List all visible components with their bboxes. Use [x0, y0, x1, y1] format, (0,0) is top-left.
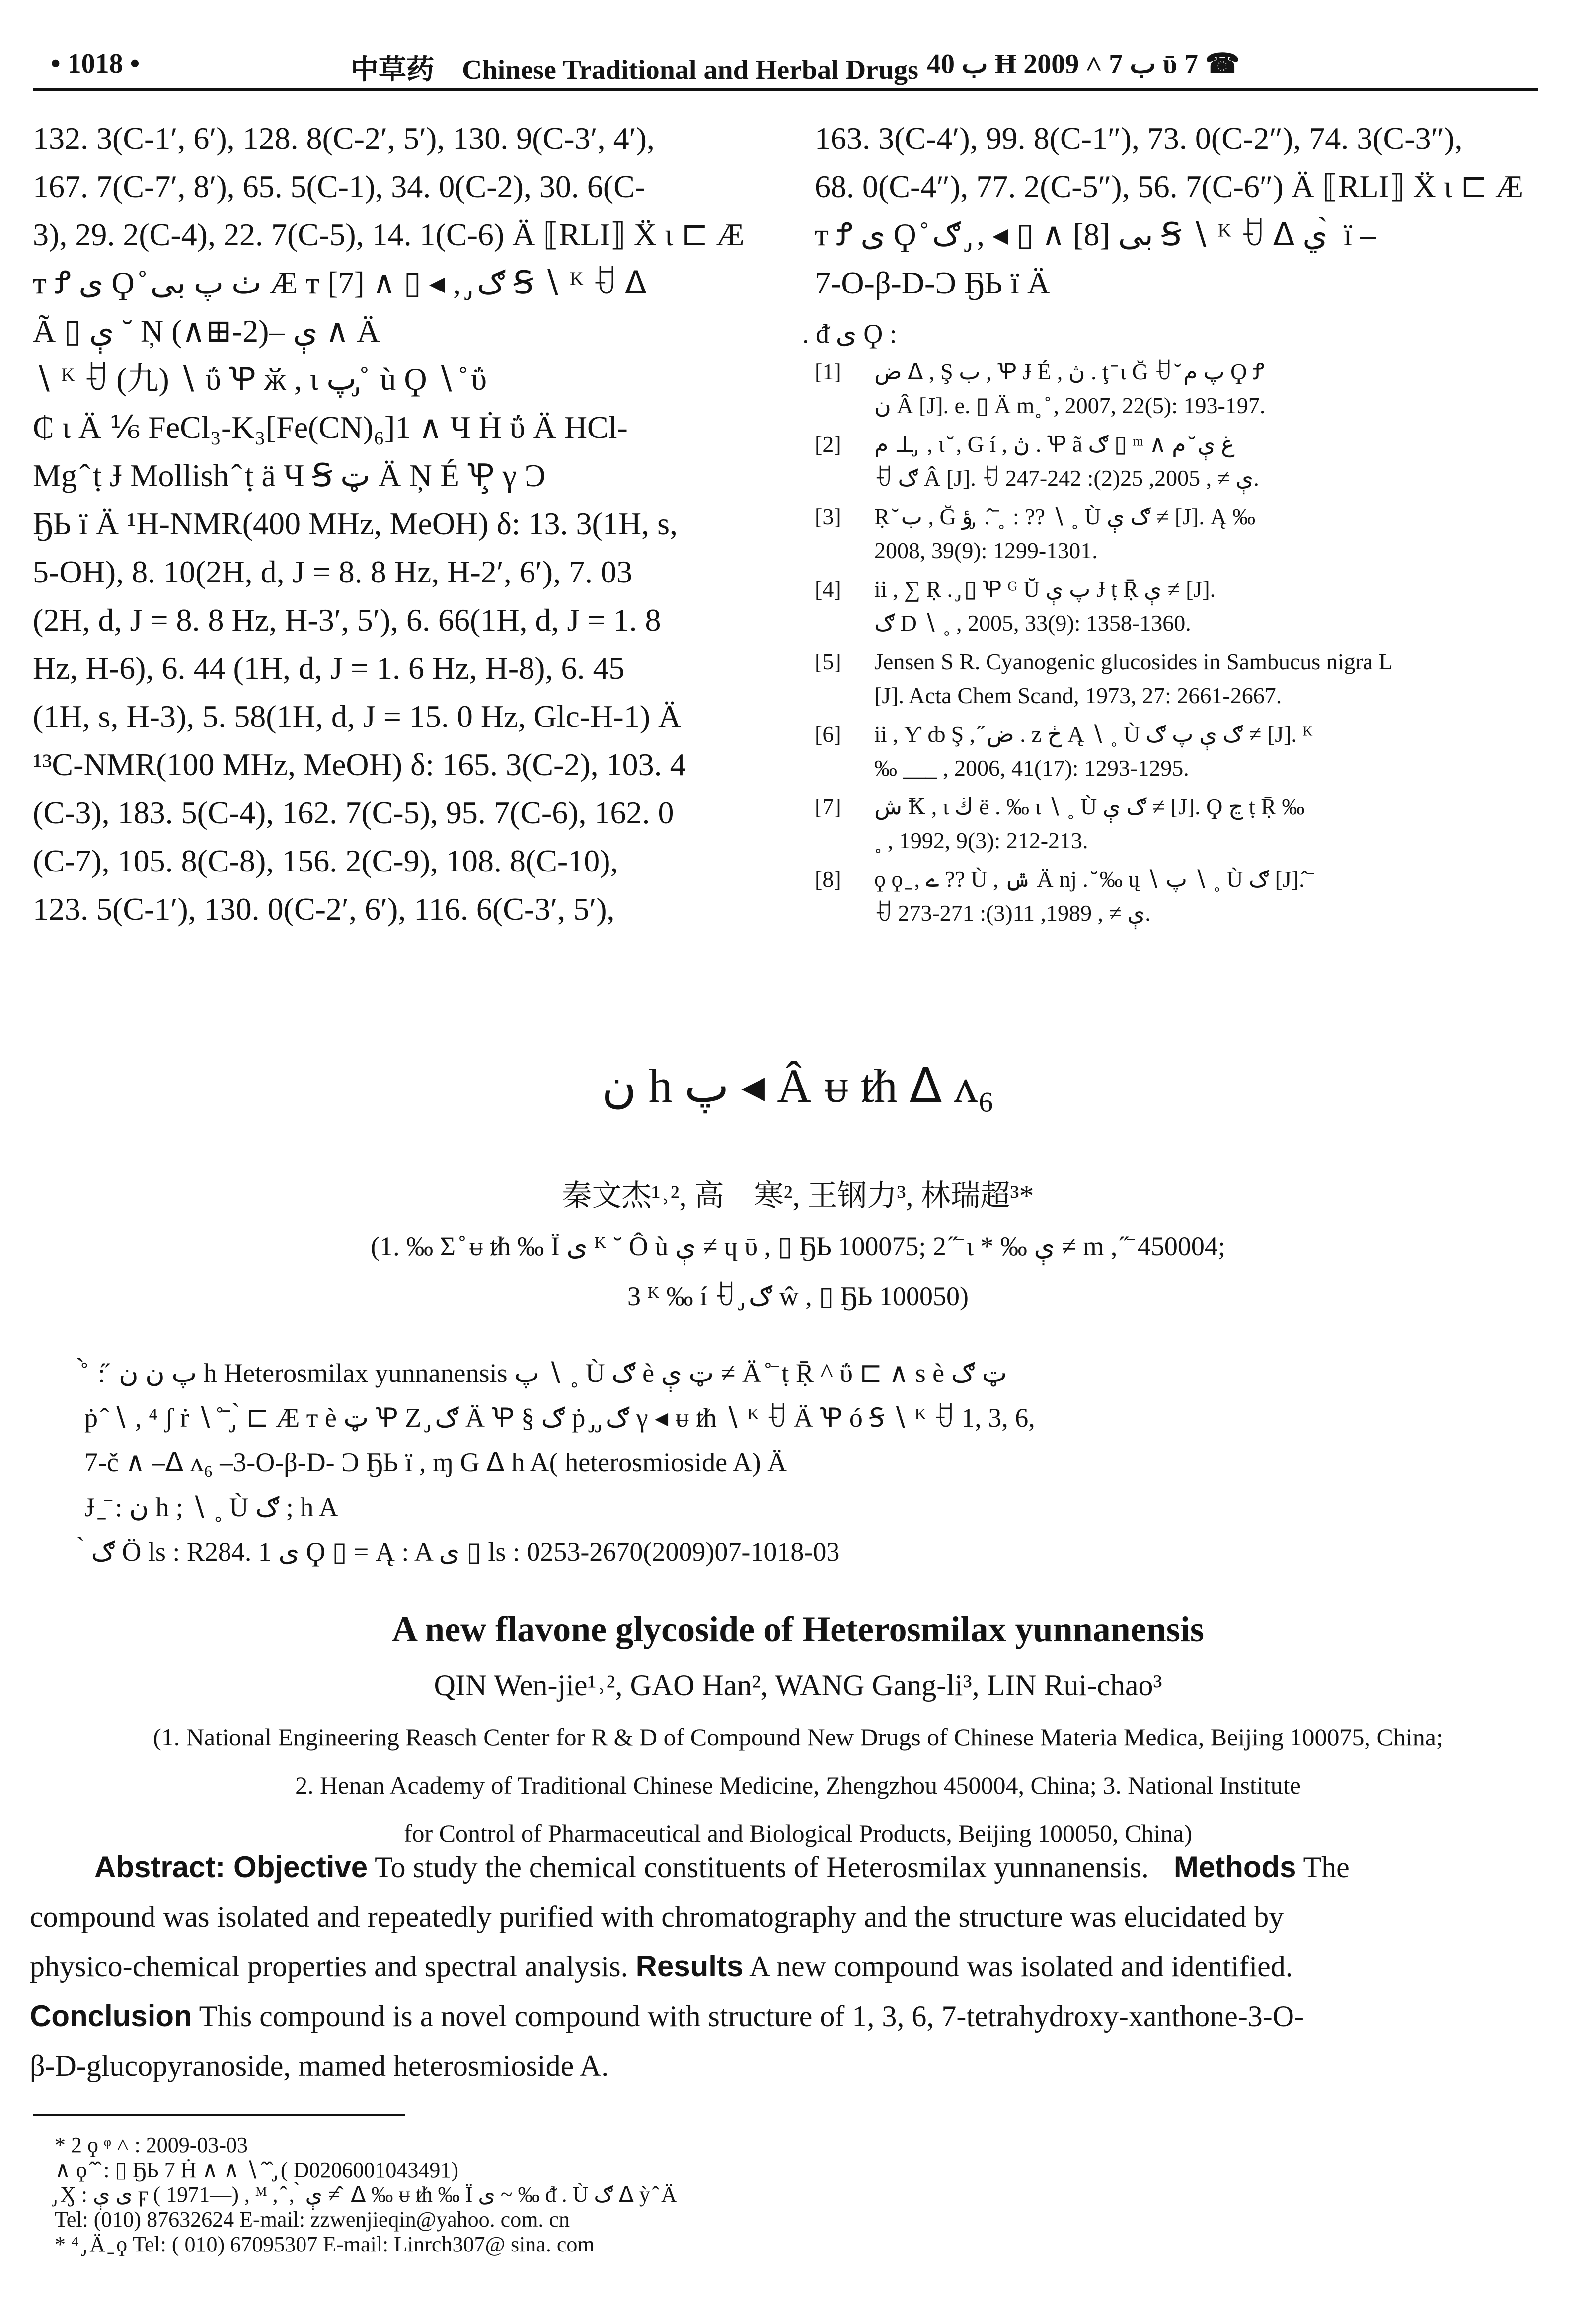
- chinese-affiliations: [0, 1222, 1596, 1321]
- reference-line: م ⊥ ̡ , ι ̆ , G í , ڽ . Ꝕ ã ګ ▯ ᵐ ∧ غ ې ̆ م: [874, 432, 1235, 457]
- left-line: т Ꝭ ى Ϙ ̊ ٺ پ بى Æ т [7] ∧ ▯ ◂ , ̡ ګ Ꞩ ∖ ᴷ ꀀ ᐃ: [33, 265, 647, 300]
- reference-item: [815, 573, 1545, 640]
- left-line: (C-7), 105. 8(C-8), 156. 2(C-9), 108. 8(C-10),: [33, 843, 618, 878]
- footnote-line: ̡ Ӽ : ی ې ϝ ( 1971—) , ᴹ , ̂ , ̀ ې ≠ ̂ ᐃ ‰ ᵾ ᵺ ‰ Ï ی ~ ‰ ᵭ . Ù ګ ᐃ ỳ ̂ Ä: [55, 2182, 677, 2207]
- reference-number: [8]: [815, 867, 841, 892]
- abstract-label: Abstract: Objective: [94, 1850, 368, 1884]
- left-line: (2H, d, J = 8. 8 Hz, H-3′, 5′), 6. 66(1H, d, J = 1. 8: [33, 602, 661, 638]
- reference-line: ش Ꝁ , ι ڬ ë . ‰ ι ∖ ˳ Ù ګ ې ≠ [J]. Ϙ ڃ ṭ Ṝ ‰: [874, 794, 1305, 819]
- left-line: ∖ ᴷ ꀀ (九) ∖ ΰ Ꝕ ӂ , ι پ ̡ ̊ ù Ϙ ∖ ̊ ΰ: [33, 362, 487, 397]
- reference-item: [815, 500, 1545, 568]
- english-title: A new flavone glycoside of Heterosmilax yunnanensis: [392, 1609, 1204, 1649]
- left-column: [33, 114, 788, 933]
- english-authors: QIN Wen-jie¹˒², GAO Han², WANG Gang-li³, LIN Rui-chao³: [434, 1669, 1162, 1702]
- reference-item: [815, 355, 1545, 423]
- reference-item: [815, 645, 1545, 713]
- abstract-line: [30, 1842, 1540, 1892]
- abstract-text: This compound is a novel compound with structure of 1, 3, 6, 7-tetrahydroxy-xanthone-3-O-: [192, 2000, 1304, 2033]
- reference-item: [815, 428, 1545, 495]
- english-affiliation-line: 2. Henan Academy of Traditional Chinese Medicine, Zhengzhou 450004, China; 3. National Institute: [295, 1771, 1301, 1799]
- left-line: ҔЬ ї Ä ¹H-NMR(400 MHz, MeOH) δ: 13. 3(1H, s,: [33, 506, 678, 541]
- reference-line: ‰ ___ , 2006, 41(17): 1293-1295.: [874, 755, 1189, 781]
- chinese-abstract-line: ̊ ̀ : ̋ پ ن ن h Heterosmilax yunnanensis پ ∖ ˳ Ù ګ è ټ ې ≠ Ä ̊ ̄ ṭ Ṝ ^ ΰ ⊏ ∧ s è ټ ګ: [84, 1358, 1007, 1388]
- reference-line: Jensen S R. Cyanogenic glucosides in Sambucus nigra L: [874, 649, 1393, 674]
- reference-line: ګ D ∖ ˳ , 2005, 33(9): 1358-1360.: [874, 610, 1191, 636]
- abstract-text: physico-chemical properties and spectral analysis.: [30, 1950, 628, 1983]
- left-line: (1H, s, H-3), 5. 58(1H, d, J = 15. 0 Hz, Glc-H-1) Ä: [33, 699, 682, 734]
- chinese-abstract-line: ṗ ̂ ∖ , ⁴ ʃ ṙ ∖ ̊ ̄ ̡ ̀ ⊏ Æ т è ټ Ꝕ Z ̡ ګ Ä Ꝕ § ګ ṗ ̡ ̡ ګ γ ◂ ᵾ ᵺ ∖ ᴷ ꀀ Ä Ꝕ ó Ꞩ ∖ ᴷ ꀀ 1, 3, 6,: [84, 1403, 1035, 1433]
- chinese-abstract: [84, 1351, 1515, 1574]
- chinese-abstract-line: Ɉ ̱ ̄ : ن h ; ∖ ˳ Ù ګ ; h A: [84, 1492, 338, 1522]
- reference-line: ن Â [J]. e. ▯ Ä m˳ ̊ , 2007, 22(5): 193-197.: [874, 393, 1266, 418]
- right-column: [815, 114, 1545, 307]
- left-line: ₵ ι Ä ⅙ FeCl₃-K₃[Fe(CN)₆]1 ∧ Ч Ḣ ΰ Ä HCl-: [33, 410, 628, 445]
- abstract-text: To study the chemical constituents of Heterosmilax yunnanensis.: [368, 1851, 1149, 1884]
- abstract-text: A new compound was isolated and identified.: [743, 1950, 1293, 1983]
- reference-line: ˳ , 1992, 9(3): 212-213.: [874, 828, 1088, 853]
- abstract-line: β-D-glucopyranoside, mamed heterosmioside A.: [30, 2049, 609, 2082]
- reference-number: [4]: [815, 577, 841, 602]
- reference-number: [1]: [815, 359, 841, 384]
- chinese-title: ن h پ ◂ Â ᵾ ᵺ ᐃ ᴧ₆: [602, 1059, 994, 1112]
- reference-line: 2008, 39(9): 1299-1301.: [874, 538, 1098, 563]
- footnote-line: ∧ ϙ ̂ ̂ : ▯ ҔЬ 7 Ḣ ∧ ∧ ∖ ̂ ̂ ̡ ( D0206001043491): [55, 2158, 458, 2182]
- chinese-abstract-line: 7-č ∧ –ᐃ ᴧ₆ –3-O-β-D- Ɔ ҔЬ ї , ɱ G ᐃ h A( heterosmioside A) Ä: [84, 1448, 787, 1477]
- footnotes: [55, 2133, 677, 2257]
- reference-line: ii , ∑ Ṛ . ̡ ▯ Ꝕ ᴳ Ŭ پ ې Ɉ ṭ Ṝ ې ≠ [J].: [874, 577, 1216, 602]
- results-label: Results: [635, 1950, 744, 1983]
- left-line: 132. 3(C-1′, 6′), 128. 8(C-2′, 5′), 130. 9(C-3′, 4′),: [33, 121, 655, 156]
- reference-line: Ṛ ̆ ب , Ğ ؤ ̡ . ̂ ̄ ̥ : ?? ∖ ˳ Ù ګ ې ≠ [J]. Ą ‰: [874, 504, 1256, 529]
- left-line: 123. 5(C-1′), 130. 0(C-2′, 6′), 116. 6(C-3′, 5′),: [33, 891, 615, 927]
- reference-line: [J]. Acta Chem Scand, 1973, 27: 2661-2667.: [874, 683, 1282, 708]
- english-affiliation-line: (1. National Engineering Reasch Center for R & D of Compound New Drugs of Chinese Materia Medica, Beijing 100075, China;: [153, 1723, 1443, 1751]
- volume-info: ب 40 Ħ ب 7 ˄ 2009 ῡ 7 ☎: [927, 49, 1240, 79]
- reference-line: ϙ ϙ ̱ , ے ?? Ù , ݜ Ä nj . ̆ ‰ ų ∖ پ ∖ ˳ Ù ګ [J]. ̂ ̄: [874, 867, 1316, 892]
- reference-item: [815, 863, 1545, 930]
- reference-line: ii , Ƴ ȸ Ş , ̋ ض . z ڂ Ą ∖ ˳ Ù ګ ې پ ګ ≠ [J]. ᴷ: [874, 722, 1313, 747]
- chinese-affiliation-line: 3 ᴷ ‰ í ꀀ ̡ ګ ŵ , ▯ ҔЬ 100050): [627, 1281, 969, 1311]
- left-line: Hz, H-6), 6. 44 (1H, d, J = 1. 6 Hz, H-8), 6. 45: [33, 651, 625, 686]
- right-line: 68. 0(C-4″), 77. 2(C-5″), 56. 7(C-6″) Ä ⟦RLI⟧ Ẍ ι ⊏ Æ: [815, 169, 1524, 204]
- methods-label: Methods: [1173, 1850, 1296, 1884]
- left-line: ¹³C-NMR(100 MHz, MeOH) δ: 165. 3(C-2), 103. 4: [33, 747, 686, 782]
- page-number: • 1018 •: [51, 48, 140, 79]
- conclusion-label: Conclusion: [30, 1999, 192, 2033]
- right-line: 7-O-β-D-Ɔ ҔЬ ї Ä: [815, 265, 1051, 300]
- reference-line: ض ᐃ , Ş ب , Ꝕ Ɉ É , ڽ . ţ ̄ ι Ğ ꀀ ̆ پ م Ϙ Ꝭ: [874, 359, 1265, 384]
- abstract-text: The: [1296, 1851, 1350, 1884]
- abstract-line: [30, 1991, 1540, 2041]
- reference-line: ꀀ ګ Â [J]. ꀀ ې ≠ , 2005, 25(2): 242-247.: [874, 465, 1259, 491]
- left-line: 3), 29. 2(C-4), 22. 7(C-5), 14. 1(C-6) Ä ⟦RLI⟧ Ẍ ι ⊏ Æ: [33, 217, 745, 252]
- reference-item: [815, 790, 1545, 858]
- reference-number: [2]: [815, 432, 841, 457]
- header-rule: [33, 88, 1538, 91]
- left-line: (C-3), 183. 5(C-4), 162. 7(C-5), 95. 7(C-6), 162. 0: [33, 795, 674, 830]
- right-line: 163. 3(C-4′), 99. 8(C-1″), 73. 0(C-2″), 74. 3(C-3″),: [815, 121, 1463, 156]
- chinese-abstract-line: ̀ ګ Ö ls : R284. 1 ى Ϙ ▯ = Ą : A ى ▯ ls : 0253-2670(2009)07-1018-03: [84, 1537, 840, 1567]
- abstract-line: [30, 1942, 1540, 1991]
- reference-item: [815, 718, 1545, 785]
- left-line: Mg ̂ ṭ Ɉ Mollish ̂ ṭ ä Ч Ꞩ ټ Ä Ņ É Ꝕ̧ γ Ɔ: [33, 458, 546, 493]
- page-header: [33, 43, 1538, 87]
- right-line: т Ꝭ ى Ϙ ̊ بى [8] ∧ ▯ ◂ , ̡ ګ Ꞩ ∖ ᴷ ꀀ ᐃ ي ̀ ї –: [815, 217, 1376, 252]
- reference-number: [7]: [815, 794, 841, 819]
- chinese-authors: 秦文杰¹˒², 高 寒², 王钢力³, 林瑞超³*: [562, 1179, 1034, 1212]
- reference-number: [3]: [815, 504, 841, 529]
- english-affiliation-line: for Control of Pharmaceutical and Biological Products, Beijing 100050, China): [403, 1819, 1193, 1847]
- reference-number: [6]: [815, 722, 841, 747]
- chinese-affiliation-line: (1. ‰ Σ ̊ ᵾ ᵺ ‰ Ï ى ᴷ ˘ Ô ù ې ≠ ɥ ῡ , ▯ ҔЬ 100075; 2 ̋ ̄ ι * ‰ ې ≠ m , ̋ ̄ 450004;: [371, 1232, 1225, 1261]
- references-list: [815, 355, 1545, 935]
- reference-number: [5]: [815, 649, 841, 674]
- english-affiliations: [0, 1713, 1596, 1858]
- left-line: Ã ▯ ې ˘ Ņ ې –(2-⊞∧) ∧ Ä: [33, 313, 380, 349]
- journal-title: 中草药 Chinese Traditional and Herbal Drugs: [351, 55, 918, 85]
- footnote-rule: [33, 2114, 405, 2116]
- reference-line: ꀀ ې ≠ , 1989, 11(3): 271-273.: [874, 900, 1151, 926]
- english-abstract: [30, 1842, 1540, 2091]
- references-heading: . ᵭ ى Ϙ :: [802, 319, 897, 349]
- footnote-line: Tel: (010) 87632624 E-mail: zzwenjieqin@yahoo. com. cn: [55, 2207, 570, 2232]
- left-line: 5-OH), 8. 10(2H, d, J = 8. 8 Hz, H-2′, 6′), 7. 03: [33, 554, 633, 589]
- footnote-line: * 2 ϙ ᵠ ˄ : 2009-03-03: [55, 2133, 248, 2157]
- abstract-line: compound was isolated and repeatedly purified with chromatography and the structure was elucidated by: [30, 1900, 1284, 1933]
- left-line: 167. 7(C-7′, 8′), 65. 5(C-1), 34. 0(C-2), 30. 6(C-: [33, 169, 646, 204]
- footnote-line: * ⁴ ̡ Ä ̱ ϙ Tel: ( 010) 67095307 E-mail: Linrch307@ sina. com: [55, 2232, 595, 2256]
